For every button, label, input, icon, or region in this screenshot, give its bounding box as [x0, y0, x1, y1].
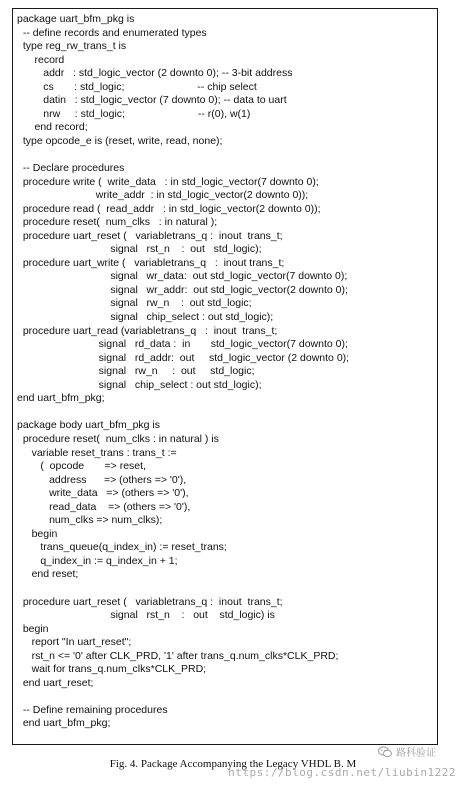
code-line: trans_queue(q_index_in) := reset_trans; — [17, 541, 227, 554]
code-line: type reg_rw_trans_t is — [17, 40, 127, 53]
code-line — [17, 690, 435, 704]
code-line: -- Declare procedures — [17, 162, 125, 175]
code-line: write_data => (others => '0'), — [17, 487, 189, 500]
code-line: write_addr : in std_logic_vector(2 downto 0)); — [17, 189, 309, 202]
code-line: addr : std_logic_vector (2 downto 0); -- 3-bit address — [17, 67, 293, 80]
code-line: procedure uart_reset ( variabletrans_q : inout trans_t; — [17, 229, 283, 242]
wechat-watermark — [378, 744, 436, 759]
figure-caption: Fig. 4. Package Accompanying the Legacy VHDL B. M — [109, 758, 357, 770]
code-line: signal rst_n : out std_logic) is — [17, 609, 275, 622]
code-line: end uart_bfm_pkg; — [17, 392, 105, 405]
code-line: signal rd_data : in std_logic_vector(7 downto 0); — [17, 338, 348, 351]
code-line: procedure uart_write ( variabletrans_q : inout trans_t; — [17, 256, 285, 269]
code-line: end record; — [17, 121, 88, 134]
code-line: signal wr_addr: out std_logic_vector(2 downto 0); — [17, 283, 348, 296]
code-line: nrw : std_logic; -- r(0), w(1) — [17, 107, 251, 120]
code-line: variable reset_trans : trans_t := — [17, 446, 177, 459]
code-line: ( opcode => reset, — [17, 460, 146, 473]
code-line: procedure uart_read (variabletrans_q : inout trans_t; — [17, 324, 278, 337]
code-line: q_index_in := q_index_in + 1; — [17, 554, 178, 567]
code-line: procedure reset( num_clks : in natural ); — [17, 216, 218, 229]
code-line: record — [17, 53, 65, 66]
code-line: wait for trans_q.num_clks*CLK_PRD; — [17, 663, 207, 676]
code-line: begin — [17, 527, 58, 540]
wechat-icon — [378, 746, 392, 758]
code-line: datin : std_logic_vector (7 downto 0); -- data to uart — [17, 94, 287, 107]
code-line: begin — [17, 622, 49, 635]
code-line: signal rd_addr: out std_logic_vector (2 downto 0); — [17, 351, 350, 364]
code-line: package body uart_bfm_pkg is — [17, 419, 161, 432]
code-line: type opcode_e is (reset, write, read, none); — [17, 134, 223, 147]
code-line: address => (others => '0'), — [17, 473, 187, 486]
code-line: signal rw_n : out std_logic; — [17, 297, 252, 310]
code-line: num_clks => num_clks); — [17, 514, 163, 527]
code-line: end uart_bfm_pkg; — [17, 717, 111, 730]
code-line: cs : std_logic; -- chip select — [17, 80, 257, 93]
code-line: -- Define remaining procedures — [17, 703, 168, 716]
code-line: signal wr_data: out std_logic_vector(7 downto 0); — [17, 270, 348, 283]
code-line: signal rw_n : out std_logic; — [17, 365, 255, 378]
code-line: end uart_reset; — [17, 676, 94, 689]
code-line: package uart_bfm_pkg is — [17, 13, 135, 25]
code-line — [17, 582, 435, 596]
wechat-label: 路科验证 — [396, 748, 436, 759]
code-line: end reset; — [17, 568, 79, 581]
code-line: signal rst_n : out std_logic); — [17, 243, 262, 256]
code-line: -- define records and enumerated types — [17, 26, 207, 39]
code-line: rst_n <= '0' after CLK_PRD, '1' after trans_q.num_clks*CLK_PRD; — [17, 649, 339, 662]
code-line: procedure uart_reset ( variabletrans_q : inout trans_t; — [17, 595, 283, 608]
code-line: procedure write ( write_data : in std_logic_vector(7 downto 0); — [17, 175, 319, 188]
code-line: read_data => (others => '0'), — [17, 500, 191, 513]
code-line: signal chip_select : out std_logic); — [17, 311, 274, 324]
code-line — [17, 406, 435, 420]
code-line: procedure read ( read_addr : in std_logic_vector(2 downto 0)); — [17, 202, 321, 215]
code-line: procedure reset( num_clks : in natural ) is — [17, 432, 219, 445]
code-line: report "In uart_reset"; — [17, 636, 132, 649]
code-line: signal chip_select : out std_logic); — [17, 378, 262, 391]
code-line — [17, 148, 435, 162]
code-listing — [17, 13, 435, 731]
url-watermark: https://blog.csdn.net/liubin1222 — [228, 766, 456, 779]
code-frame — [12, 8, 438, 745]
